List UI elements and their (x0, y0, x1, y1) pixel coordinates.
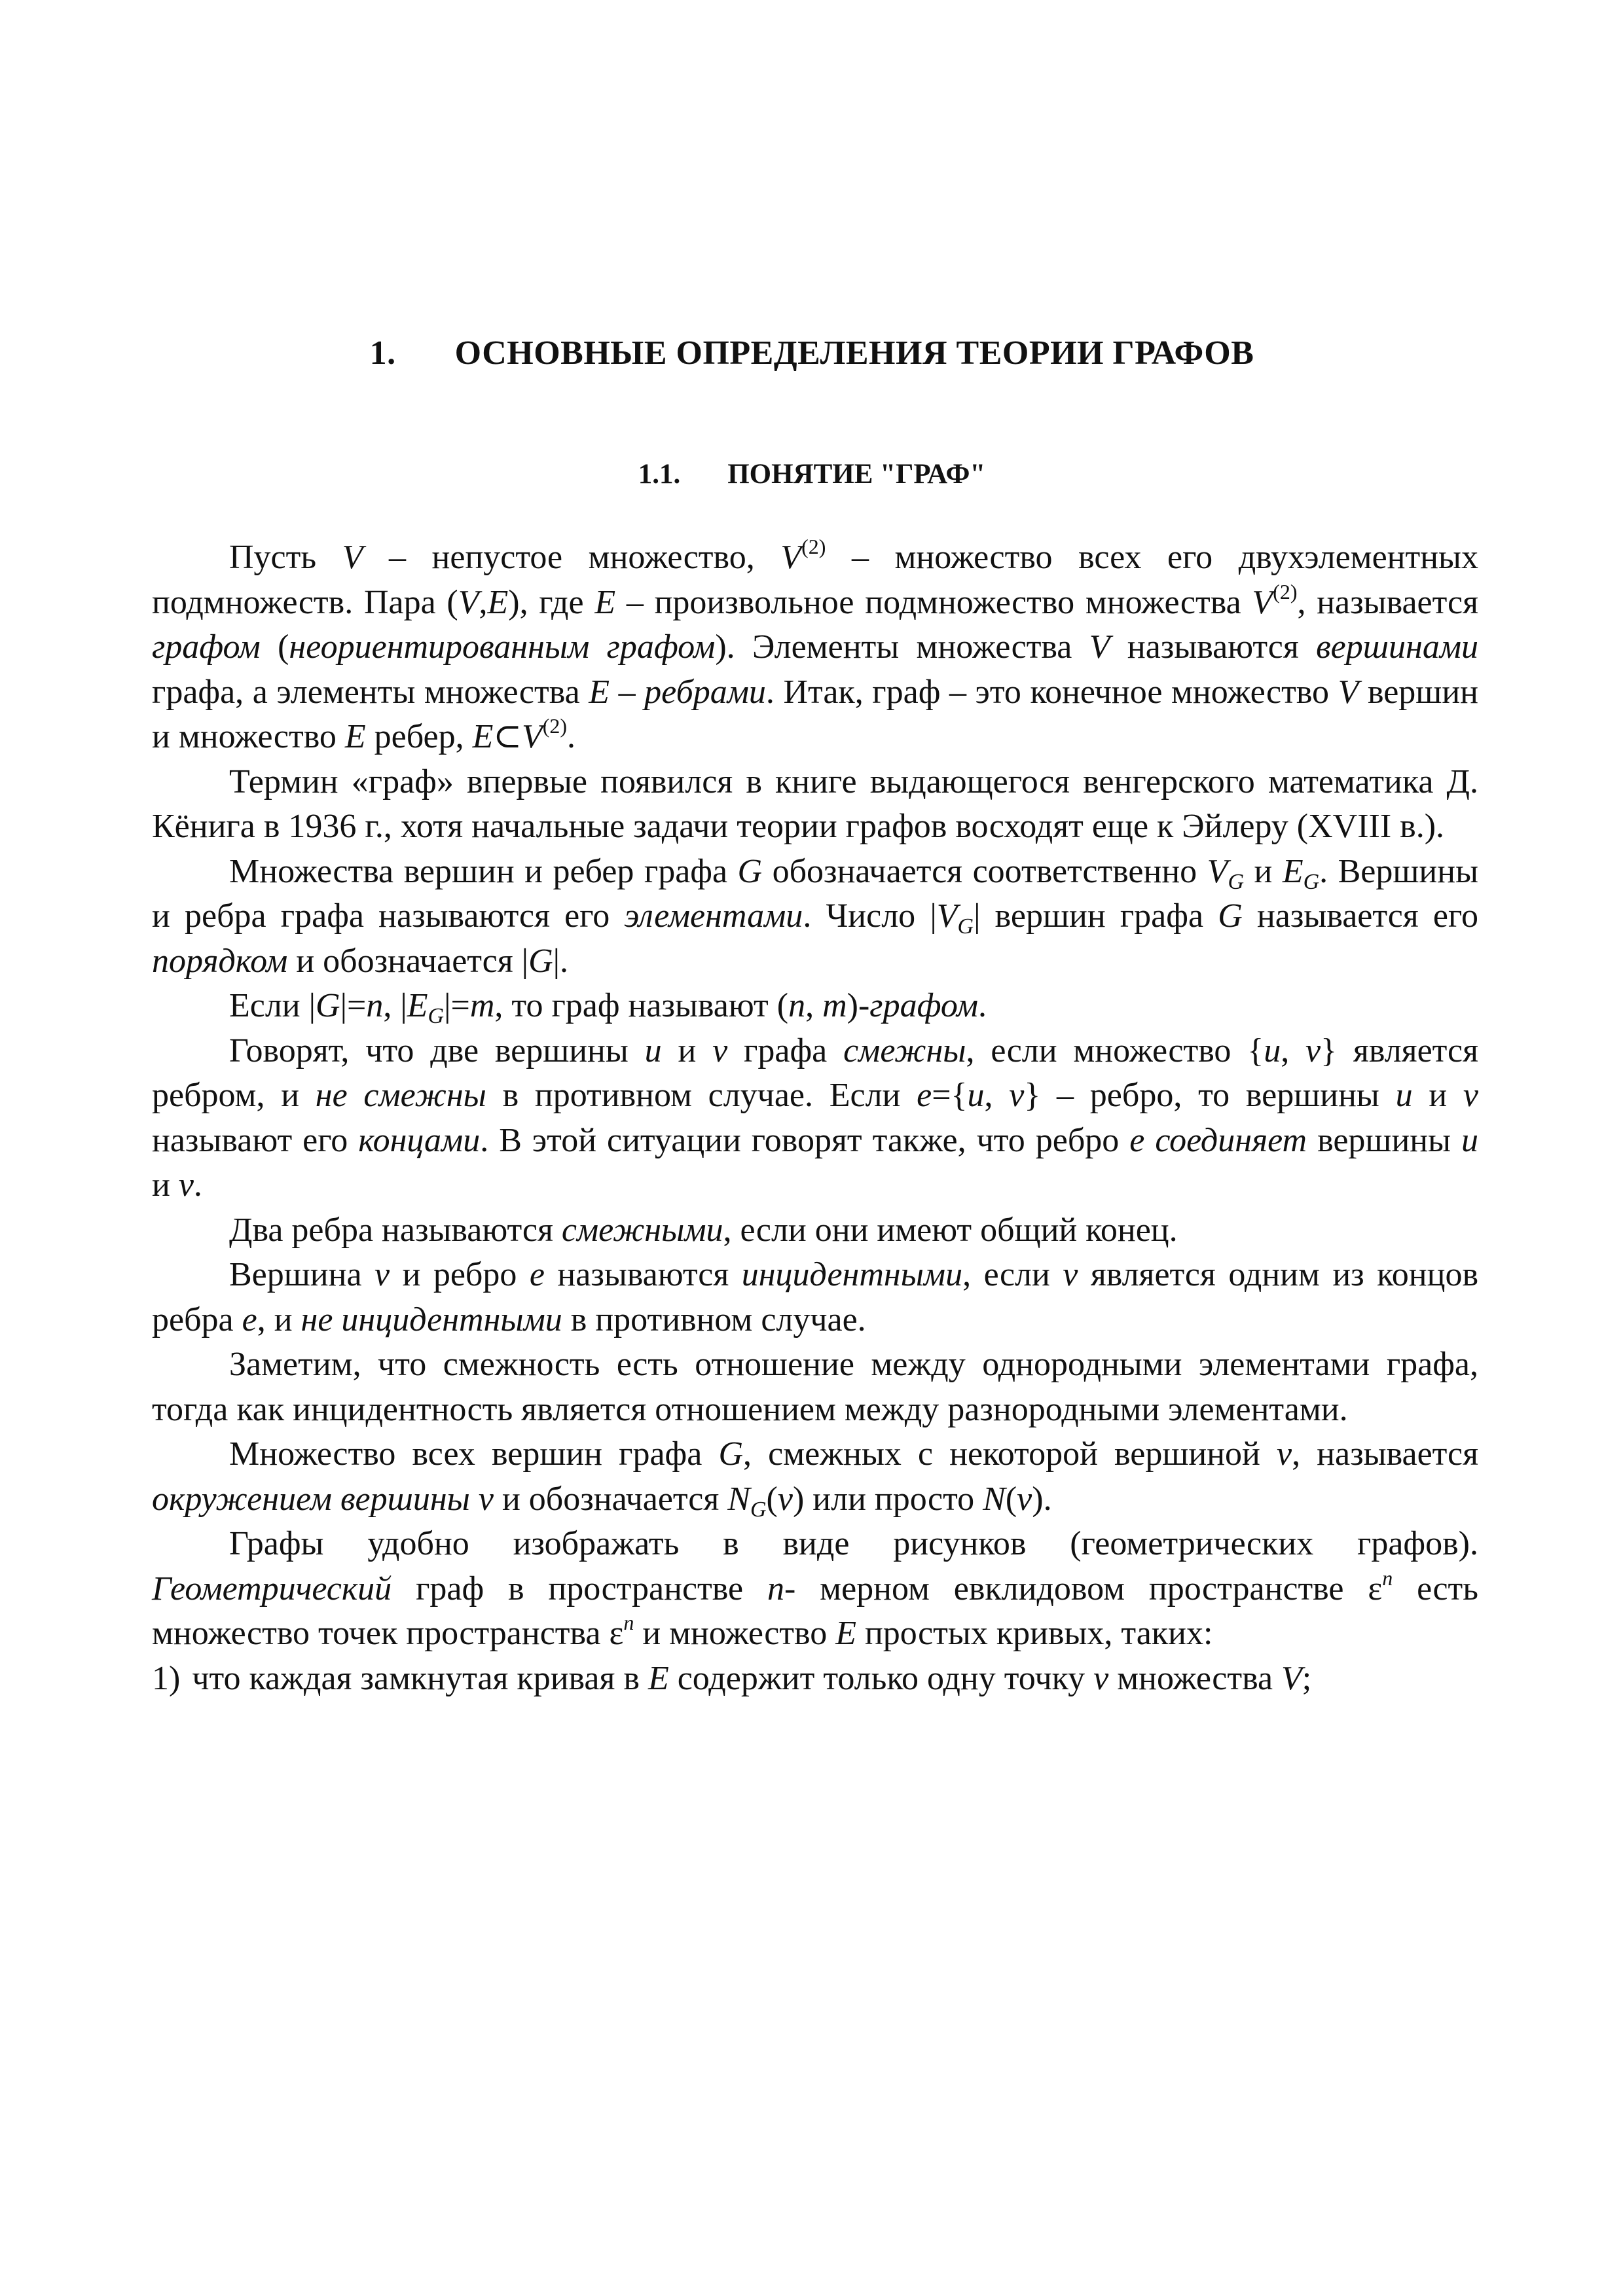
paragraph-1: Пусть V – непустое множество, $V^{(2)}$ – множество всех его двухэлементных подмножеств. Пара (V,E), где E – произвольное подмножество множества $V^{(2)}$, называется графом (неориентированным графом). Элементы множества V называются вершинами графа, а элементы множества E – ребрами. Итак, граф – это конечное множество V вершин и множество E ребер, $E\subset V^{(2)}$. (152, 535, 1478, 755)
paragraph-9: Множество всех вершин графа G, смежных с некоторой вершиной v, называется окружением вершины v и обозначается $N_G(v)$ или просто N(v). (152, 1435, 1479, 1522)
chapter-title (196, 331, 1427, 376)
paragraph-4: Если |G|=n, $|E_G|=m$, то граф называют (n, m)-графом. (229, 987, 987, 1028)
chapter-number: 1. (369, 334, 396, 372)
section-number: 1.1. (638, 459, 681, 490)
paragraph-2: Термин «граф» впервые появился в книге выдающегося венгерского математика Д. Кёнига в 1936 г., хотя начальные задачи теории графов восходят еще к Эйлеру (XVIII в.). (152, 762, 1478, 845)
chapter-title-text: ОСНОВНЫЕ ОПРЕДЕЛЕНИЯ ТЕОРИИ ГРАФОВ (454, 334, 1254, 372)
section-title (196, 455, 1427, 494)
list-marker: 1) (152, 1659, 181, 1697)
paragraph-3: Множества вершин и ребер графа G обозначается соответственно $V_G$ и $E_G$. Вершины и ребра графа называются его элементами. Число $|V_G|$ вершин графа G называется его порядком и обозначается |G|. (152, 852, 1479, 980)
paragraph-6: Два ребра называются смежными, если они имеют общий конец. (229, 1211, 1178, 1249)
paragraph-7: Вершина v и ребро e называются инцидентными, если v является одним из концов ребра e, и не инцидентными в противном случае. (152, 1256, 1479, 1338)
paragraph-8: Заметим, что смежность есть отношение между однородными элементами графа, тогда как инцидентность является отношением между разнородными элементами. (152, 1346, 1478, 1428)
paragraph-10: Графы удобно изображать в виде рисунков (геометрических графов). Геометрический граф в пространстве n- мерном евклидовом пространстве $\varepsilon^n$ есть множество точек пространства $\varepsilon^n$ и множество E простых кривых, таких: (152, 1525, 1478, 1652)
section-title-text: ПОНЯТИЕ "ГРАФ" (727, 459, 986, 490)
body-text (152, 535, 1478, 1701)
list-item-1: 1) что каждая замкнутая кривая в E содержит только одну точку v множества V; (152, 1659, 1312, 1697)
paragraph-5: Говорят, что две вершины u и v графа смежны, если множество {u, v} является ребром, и не смежны в противном случае. Если e={u, v} – ребро, то вершины u и v называют его концами. В этой ситуации говорят также, что ребро e соединяет вершины u и v. (152, 1031, 1479, 1204)
